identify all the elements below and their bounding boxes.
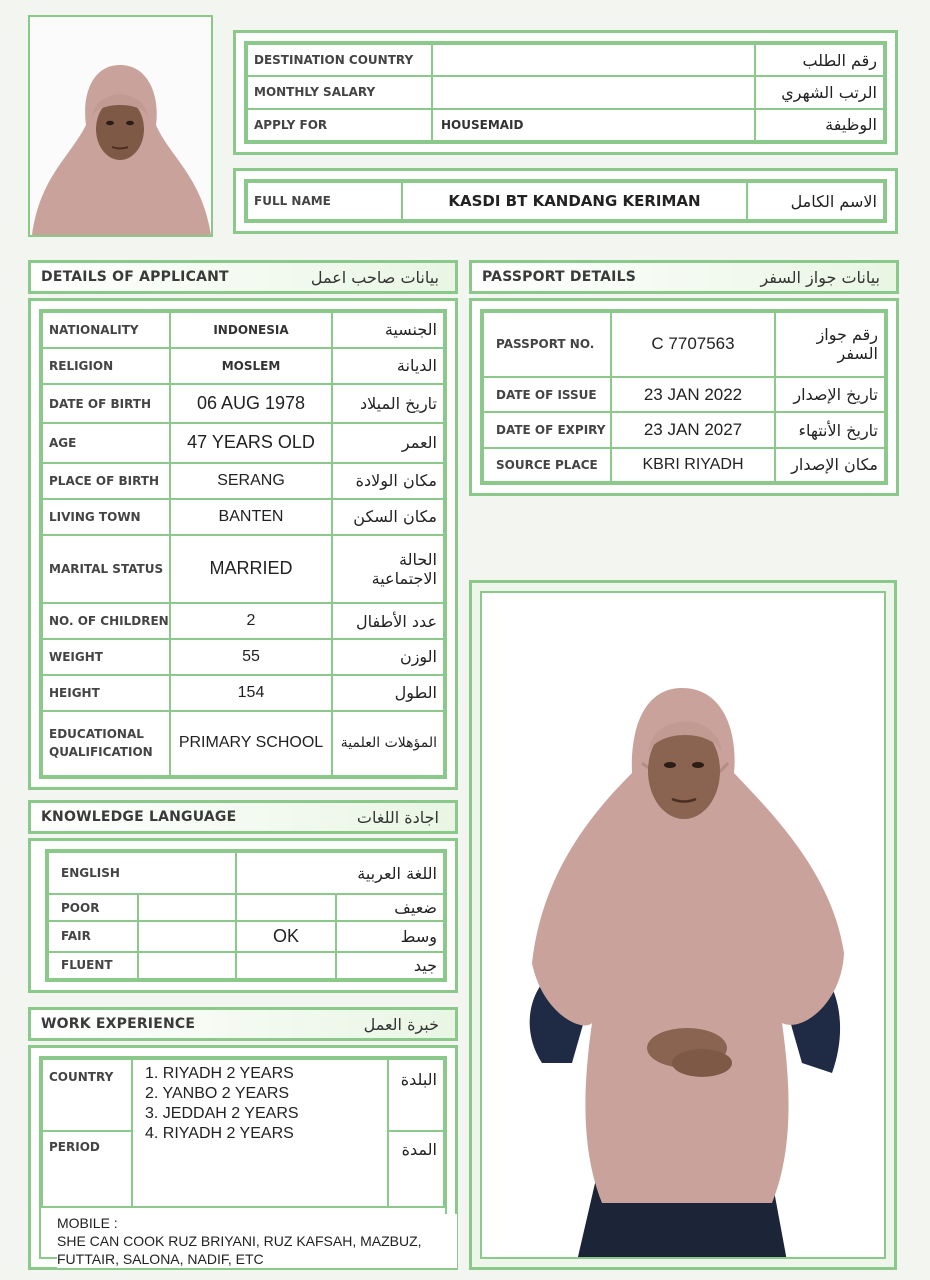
children-label: NO. OF CHILDREN bbox=[42, 603, 170, 639]
table-row bbox=[42, 423, 444, 462]
source-place-label: SOURCE PLACE bbox=[483, 448, 611, 482]
table-row bbox=[42, 348, 444, 384]
living-town-value: BANTEN bbox=[170, 499, 332, 535]
list-item: 3. JEDDAH 2 YEARS bbox=[145, 1105, 299, 1122]
apply-for-arabic: الوظيفة bbox=[755, 109, 884, 141]
height-label: HEIGHT bbox=[42, 675, 170, 711]
full-name-table bbox=[246, 181, 885, 221]
poor-english bbox=[138, 894, 236, 921]
table-row bbox=[483, 377, 885, 413]
work-panel bbox=[28, 1045, 458, 1270]
passport-panel bbox=[469, 298, 899, 496]
details-title-arabic: بيانات صاحب اعمل bbox=[310, 267, 439, 287]
full-name-label: FULL NAME bbox=[247, 182, 402, 220]
date-of-expiry-value: 23 JAN 2027 bbox=[611, 412, 775, 448]
full-name-value: KASDI BT KANDANG KERIMAN bbox=[402, 182, 747, 220]
destination-country-value bbox=[432, 44, 755, 76]
fair-arabic-label: وسط bbox=[336, 921, 444, 951]
marital-status-value: MARRIED bbox=[170, 535, 332, 603]
table-row bbox=[42, 499, 444, 535]
table-row bbox=[42, 312, 444, 348]
fluent-english bbox=[138, 952, 236, 979]
place-of-birth-value: SERANG bbox=[170, 463, 332, 499]
list-item: 1. RIYADH 2 YEARS bbox=[145, 1065, 294, 1082]
children-arabic: عدد الأطفال bbox=[332, 603, 444, 639]
monthly-salary-value bbox=[432, 76, 755, 108]
date-of-issue-label: DATE OF ISSUE bbox=[483, 377, 611, 413]
application-info-table bbox=[246, 43, 885, 142]
passport-table bbox=[482, 311, 886, 483]
work-table bbox=[41, 1058, 445, 1208]
table-row bbox=[247, 76, 884, 108]
table-row bbox=[42, 711, 444, 776]
fluent-arabic bbox=[236, 952, 336, 979]
destination-country-arabic: رقم الطلب bbox=[755, 44, 884, 76]
table-row bbox=[48, 894, 444, 921]
date-of-birth-arabic: تاريخ الميلاد bbox=[332, 384, 444, 423]
poor-arabic bbox=[236, 894, 336, 921]
mobile-label: MOBILE : bbox=[57, 1215, 118, 1231]
details-panel bbox=[28, 298, 458, 790]
weight-label: WEIGHT bbox=[42, 639, 170, 675]
poor-label: POOR bbox=[48, 894, 138, 921]
date-of-birth-value: 06 AUG 1978 bbox=[170, 384, 332, 423]
english-label: ENGLISH bbox=[48, 852, 236, 894]
full-name-panel bbox=[233, 168, 898, 234]
place-of-birth-arabic: مكان الولادة bbox=[332, 463, 444, 499]
details-title: DETAILS OF APPLICANT bbox=[41, 269, 229, 285]
period-label: PERIOD bbox=[42, 1131, 132, 1207]
date-of-expiry-label: DATE OF EXPIRY bbox=[483, 412, 611, 448]
details-table bbox=[41, 311, 445, 777]
nationality-label: NATIONALITY bbox=[42, 312, 170, 348]
passport-no-arabic: رقم جواز السفر bbox=[775, 312, 885, 377]
place-of-birth-label: PLACE OF BIRTH bbox=[42, 463, 170, 499]
passport-no-label: PASSPORT NO. bbox=[483, 312, 611, 377]
height-arabic: الطول bbox=[332, 675, 444, 711]
date-of-birth-label: DATE OF BIRTH bbox=[42, 384, 170, 423]
table-row bbox=[483, 448, 885, 482]
work-history-list bbox=[132, 1059, 388, 1207]
age-value: 47 YEARS OLD bbox=[170, 423, 332, 462]
education-value: PRIMARY SCHOOL bbox=[170, 711, 332, 776]
apply-for-value: HOUSEMAID bbox=[432, 109, 755, 141]
work-title-arabic: خبرة العمل bbox=[363, 1014, 439, 1034]
language-title: KNOWLEDGE LANGUAGE bbox=[41, 809, 237, 825]
weight-arabic: الوزن bbox=[332, 639, 444, 675]
cooking-note-line2: FUTTAIR, SALONA, NADIF, ETC bbox=[57, 1251, 264, 1267]
arabic-label: اللغة العربية bbox=[236, 852, 444, 894]
education-arabic: المؤهلات العلمية bbox=[332, 711, 444, 776]
full-body-figure bbox=[482, 593, 886, 1259]
list-item: 4. RIYADH 2 YEARS bbox=[145, 1125, 294, 1142]
age-arabic: العمر bbox=[332, 423, 444, 462]
passport-header bbox=[469, 260, 899, 294]
education-label: EDUCATIONAL QUALIFICATION bbox=[42, 711, 170, 776]
nationality-value: INDONESIA bbox=[170, 312, 332, 348]
apply-for-label: APPLY FOR bbox=[247, 109, 432, 141]
date-of-issue-arabic: تاريخ الإصدار bbox=[775, 377, 885, 413]
marital-status-arabic: الحالة الاجتماعية bbox=[332, 535, 444, 603]
portrait-figure bbox=[30, 17, 211, 235]
table-row bbox=[42, 639, 444, 675]
full-body-photo bbox=[469, 580, 897, 1270]
table-row bbox=[42, 463, 444, 499]
table-row bbox=[483, 412, 885, 448]
work-title: WORK EXPERIENCE bbox=[41, 1016, 196, 1032]
table-row bbox=[48, 852, 444, 894]
application-info-panel bbox=[233, 30, 898, 155]
fluent-arabic-label: جيد bbox=[336, 952, 444, 979]
fair-arabic: OK bbox=[236, 921, 336, 951]
passport-no-value: C 7707563 bbox=[611, 312, 775, 377]
marital-status-label: MARITAL STATUS bbox=[42, 535, 170, 603]
table-row bbox=[247, 44, 884, 76]
date-of-expiry-arabic: تاريخ الأنتهاء bbox=[775, 412, 885, 448]
poor-arabic-label: ضعيف bbox=[336, 894, 444, 921]
table-row bbox=[247, 109, 884, 141]
table-row bbox=[247, 182, 884, 220]
weight-value: 55 bbox=[170, 639, 332, 675]
destination-country-label: DESTINATION COUNTRY bbox=[247, 44, 432, 76]
date-of-issue-value: 23 JAN 2022 bbox=[611, 377, 775, 413]
religion-value: MOSLEM bbox=[170, 348, 332, 384]
living-town-label: LIVING TOWN bbox=[42, 499, 170, 535]
monthly-salary-arabic: الرتب الشهري bbox=[755, 76, 884, 108]
list-item: 2. YANBO 2 YEARS bbox=[145, 1085, 290, 1102]
table-row bbox=[48, 952, 444, 979]
children-value: 2 bbox=[170, 603, 332, 639]
monthly-salary-label: MONTHLY SALARY bbox=[247, 76, 432, 108]
country-label: COUNTRY bbox=[42, 1059, 132, 1131]
work-header bbox=[28, 1007, 458, 1041]
language-title-arabic: اجادة اللغات bbox=[356, 807, 439, 827]
fair-label: FAIR bbox=[48, 921, 138, 951]
height-value: 154 bbox=[170, 675, 332, 711]
religion-label: RELIGION bbox=[42, 348, 170, 384]
living-town-arabic: مكان السكن bbox=[332, 499, 444, 535]
table-row bbox=[42, 384, 444, 423]
table-row bbox=[42, 535, 444, 603]
notes-section bbox=[57, 1214, 457, 1268]
details-header bbox=[28, 260, 458, 294]
age-label: AGE bbox=[42, 423, 170, 462]
table-row bbox=[42, 675, 444, 711]
fair-english bbox=[138, 921, 236, 951]
passport-title-arabic: بيانات جواز السفر bbox=[760, 267, 880, 287]
portrait-photo bbox=[28, 15, 213, 237]
cooking-note-line1: SHE CAN COOK RUZ BRIYANI, RUZ KAFSAH, MAZBUZ, bbox=[57, 1233, 422, 1249]
fluent-label: FLUENT bbox=[48, 952, 138, 979]
period-arabic: المدة bbox=[388, 1131, 444, 1207]
passport-title: PASSPORT DETAILS bbox=[482, 269, 636, 285]
table-row bbox=[42, 1059, 444, 1131]
religion-arabic: الديانة bbox=[332, 348, 444, 384]
table-row bbox=[42, 603, 444, 639]
nationality-arabic: الجنسية bbox=[332, 312, 444, 348]
source-place-value: KBRI RIYADH bbox=[611, 448, 775, 482]
language-table bbox=[47, 851, 445, 980]
table-row bbox=[48, 921, 444, 951]
full-name-arabic: الاسم الكامل bbox=[747, 182, 884, 220]
table-row bbox=[483, 312, 885, 377]
language-header bbox=[28, 800, 458, 834]
language-panel bbox=[28, 838, 458, 993]
source-place-arabic: مكان الإصدار bbox=[775, 448, 885, 482]
country-arabic: البلدة bbox=[388, 1059, 444, 1131]
